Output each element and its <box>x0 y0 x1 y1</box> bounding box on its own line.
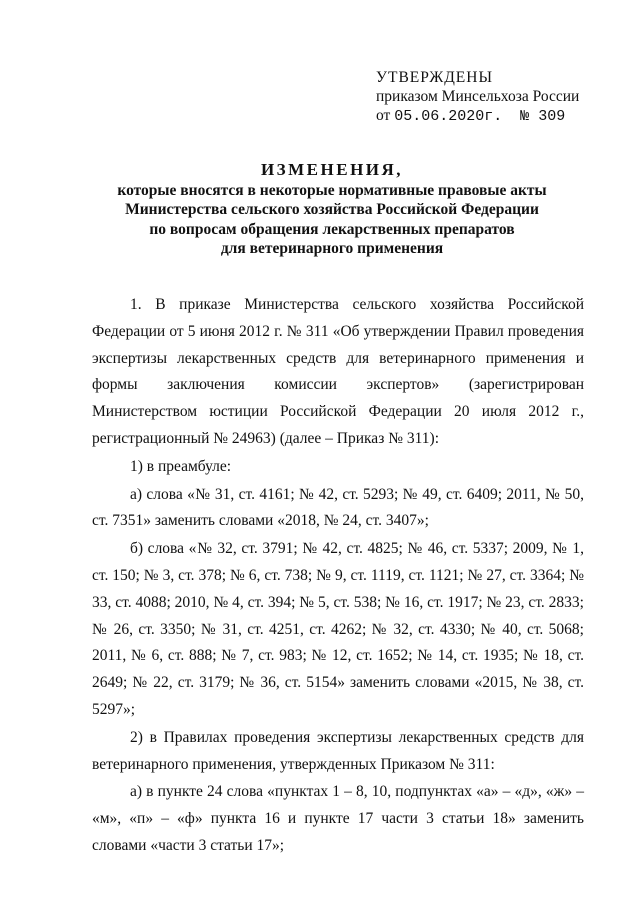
approval-order-line: приказом Минсельхоза России <box>376 88 580 105</box>
paragraph-preamble: 1) в преамбуле: <box>130 457 232 475</box>
heading-line: по вопросам обращения лекарственных препаратов <box>149 220 515 238</box>
paragraph-preamble-b: б) слова «№ 32, ст. 3791; № 42, ст. 4825; № 46, ст. 5337; 2009, № 1, ст. 150; № 3, ст. 378; № 6, ст. 738; № 9, ст. 1119, ст. 1121; № 27, ст. 3364; № 33, ст. 4088; 2010, № 4, ст. 394; № 5, ст. 538; № 16, ст. 1917; № 23, ст. 2833; № 26, ст. 3350; № 31, ст. 4251, ст. 4262; № 32, ст. 4330; № 40, ст. 5068; 2011, № 6, ст. 888; № 7, ст. 983; № 12, ст. 1652; № 14, ст. 1935; № 18, ст. 2649; № 22, ст. 3179; № 36, ст. 5154» заменить словами «2015, № 38, ст. 5297»; <box>92 540 584 718</box>
approval-date-prefix: от <box>376 107 395 124</box>
document-heading <box>90 160 574 259</box>
heading-title: ИЗМЕНЕНИЯ, <box>260 160 404 179</box>
approval-number: № 309 <box>520 108 566 125</box>
paragraph-rules-a: а) в пункте 24 слова «пунктах 1 – 8, 10, подпунктах «а» – «д», «ж» – «м», «п» – «ф» пункта 16 и пункте 17 части 3 статьи 18» заменить словами «части 3 статьи 17»; <box>92 783 584 854</box>
heading-line: Министерства сельского хозяйства Российской Федерации <box>125 201 539 218</box>
paragraph-order-311: 1. В приказе Министерства сельского хозяйства Российской Федерации от 5 июня 2012 г. № 311 «Об утверждении Правил проведения экспертизы лекарственных средств для ветеринарного применения и формы заключения комиссии экспертов» (зарегистрирован Министерством юстиции Российской Федерации 20 июля 2012 г., регистрационный № 24963) (далее – Приказ № 311): <box>92 296 584 447</box>
approval-date-line <box>376 106 579 126</box>
paragraph-preamble-a: а) слова «№ 31, ст. 4161; № 42, ст. 5293; № 49, ст. 6409; 2011, № 50, ст. 7351» заменить словами «2018, № 24, ст. 3407»; <box>92 485 584 530</box>
document-body <box>92 292 584 861</box>
heading-line: которые вносятся в некоторые нормативные правовые акты <box>117 181 547 199</box>
paragraph-rules: 2) в Правилах проведения экспертизы лекарственных средств для ветеринарного применения, утвержденных Приказом № 311: <box>92 728 584 773</box>
approval-stamp <box>376 68 579 126</box>
heading-line: для ветеринарного применения <box>220 240 444 257</box>
approval-title: УТВЕРЖДЕНЫ <box>376 69 493 86</box>
approval-date: 05.06.2020г. <box>394 108 503 125</box>
